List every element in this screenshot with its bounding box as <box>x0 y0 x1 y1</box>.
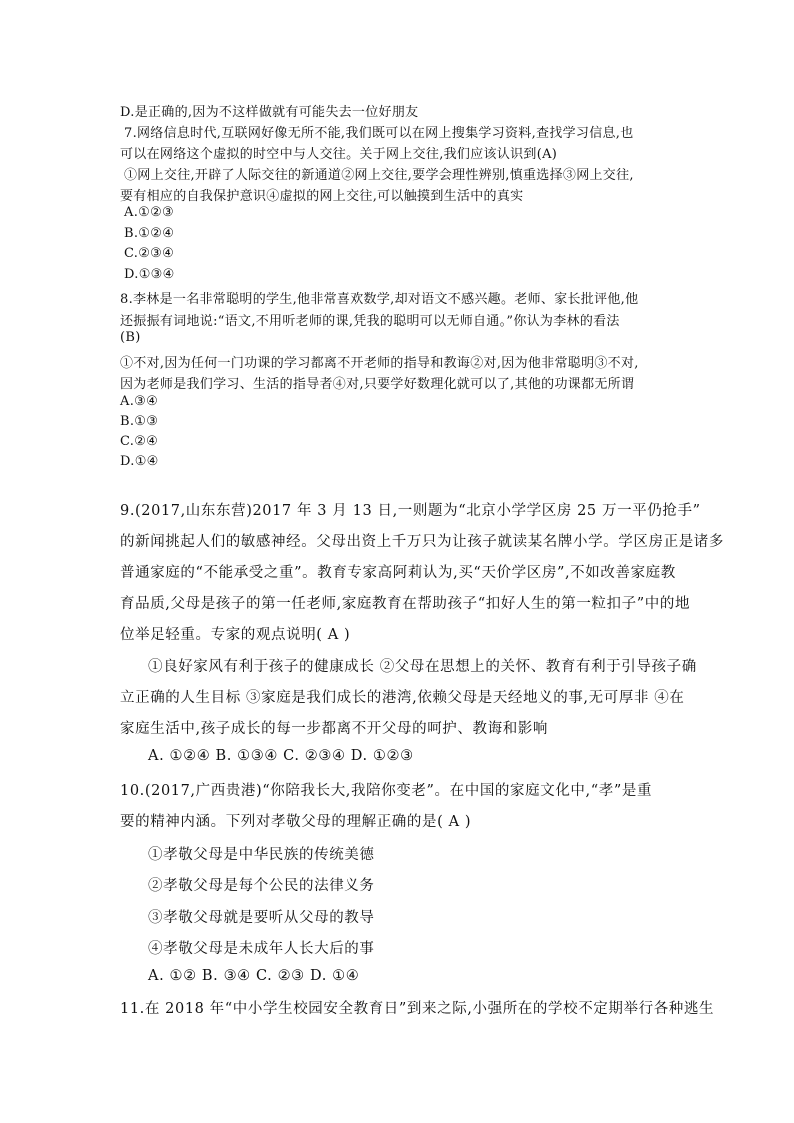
q7-option-d: D.①③④ <box>124 267 175 282</box>
q10-options: A. ①② B. ③④ C. ②③ D. ①④ <box>148 968 360 984</box>
q8-statements-line-2: 因为老师是我们学习、生活的指导者④对,只要学好数理化就可以了,其他的功课都无所谓 <box>120 377 635 392</box>
q9-stem-line-2: 的新闻挑起人们的敏感神经。父母出资上千万只为让孩子就读某名牌小学。学区房正是诸多 <box>120 534 724 550</box>
q7-option-c: C.②③④ <box>124 246 175 261</box>
q10-stem-line-2: 要的精神内涵。下列对孝敬父母的理解正确的是( A ) <box>120 814 472 830</box>
q9-statements-line-2: 立正确的人生目标 ③家庭是我们成长的港湾,依赖父母是天经地义的事,无可厚非 ④在 <box>120 690 685 706</box>
q7-option-a: A.①②③ <box>124 205 174 220</box>
q9-statements-line-1: ①良好家风有利于孩子的健康成长 ②父母在思想上的关怀、教育有利于引导孩子确 <box>148 659 697 675</box>
q6-option-d: D.是正确的,因为不这样做就有可能失去一位好朋友 <box>120 105 419 120</box>
q8-stem-line-1: 8.李林是一名非常聪明的学生,他非常喜欢数学,却对语文不感兴趣。老师、家长批评他,他 <box>120 292 639 307</box>
q9-options: A. ①②④ B. ①③④ C. ②③④ D. ①②③ <box>148 748 414 764</box>
q8-option-b: B.①③ <box>120 414 159 429</box>
q9-stem-line-3: 普通家庭的“不能承受之重”。教育专家高阿莉认为,买“天价学区房”,不如改善家庭教 <box>120 565 676 581</box>
q10-statement-1: ①孝敬父母是中华民族的传统美德 <box>148 847 375 863</box>
q9-statements-line-3: 家庭生活中,孩子成长的每一步都离不开父母的呵护、教诲和影响 <box>120 721 549 737</box>
q8-stem-line-2: 还振振有词地说:“语文,不用听老师的课,凭我的聪明可以无师自通。”你认为李林的看法 <box>120 314 620 329</box>
q10-stem-line-1: 10.(2017,广西贵港)“你陪我长大,我陪你变老”。在中国的家庭文化中,“孝”是重 <box>120 783 653 799</box>
q8-option-c: C.②④ <box>120 434 159 449</box>
q7-stem-line-1: 7.网络信息时代,互联网好像无所不能,我们既可以在网上搜集学习资料,查找学习信息,也 <box>124 126 634 141</box>
q7-stem-line-2: 可以在网络这个虚拟的时空中与人交往。关于网上交往,我们应该认识到(A) <box>120 147 558 162</box>
q9-stem-line-5: 位举足轻重。专家的观点说明( A ) <box>120 627 351 643</box>
q7-statements-line-1: ①网上交往,开辟了人际交往的新通道②网上交往,要学会理性辨别,慎重选择③网上交往, <box>124 168 634 183</box>
q7-option-b: B.①②④ <box>124 226 175 241</box>
q8-option-d: D.①④ <box>120 454 159 469</box>
q9-stem-line-1: 9.(2017,山东东营)2017 年 3 月 13 日,一则题为“北京小学学区房 25 万一平仍抢手” <box>120 503 701 519</box>
q10-statement-4: ④孝敬父母是未成年人长大后的事 <box>148 941 375 957</box>
q10-statement-2: ②孝敬父母是每个公民的法律义务 <box>148 878 375 894</box>
q7-statements-line-2: 要有相应的自我保护意识④虚拟的网上交往,可以触摸到生活中的真实 <box>120 189 524 204</box>
q9-stem-line-4: 育品质,父母是孩子的第一任老师,家庭教育在帮助孩子“扣好人生的第一粒扣子”中的地 <box>120 596 691 612</box>
q8-answer: (B) <box>120 330 141 345</box>
q10-statement-3: ③孝敬父母就是要听从父母的教导 <box>148 910 375 926</box>
q11-stem-line-1: 11.在 2018 年“中小学生校园安全教育日”到来之际,小强所在的学校不定期举行各种逃生 <box>120 1001 715 1017</box>
q8-option-a: A.③④ <box>120 394 159 409</box>
q8-statements-line-1: ①不对,因为任何一门功课的学习都离不开老师的指导和教诲②对,因为他非常聪明③不对, <box>120 356 639 371</box>
